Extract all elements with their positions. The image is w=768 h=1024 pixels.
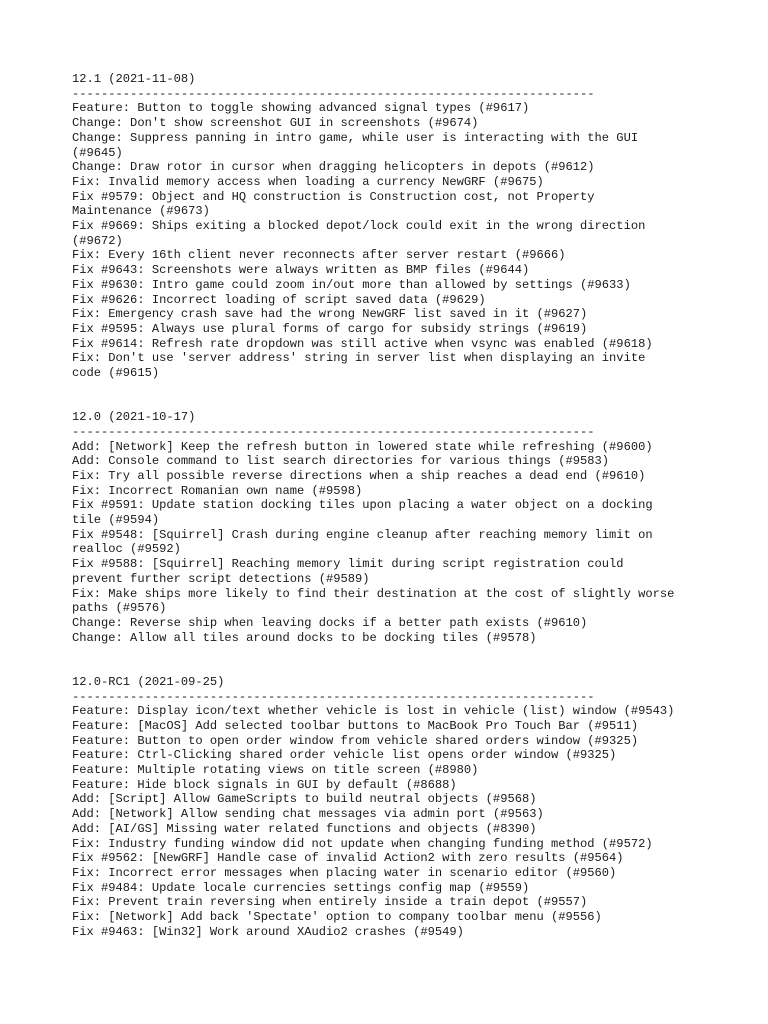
changelog-entry-line: Fix #9614: Refresh rate dropdown was still active when vsync was enabled (#9618) [72, 336, 653, 351]
changelog-entry-line: Fix #9463: [Win32] Work around XAudio2 crashes (#9549) [72, 924, 464, 939]
changelog-entry-line: Fix #9595: Always use plural forms of cargo for subsidy strings (#9619) [72, 321, 588, 336]
changelog-entry-line: Feature: Ctrl-Clicking shared order vehicle list opens order window (#9325) [72, 748, 617, 763]
heading-separator: ------------------------------------------------------------------------ [72, 424, 595, 439]
changelog-entry-line: Add: [Script] Allow GameScripts to build neutral objects (#9568) [72, 792, 537, 807]
heading-separator: ------------------------------------------------------------------------ [72, 86, 595, 101]
changelog-document [72, 72, 712, 939]
changelog-entry-line: Fix: [Network] Add back 'Spectate' option to company toolbar menu (#9556) [72, 910, 602, 925]
changelog-entry-line: Add: Console command to list search directories for various things (#9583) [72, 454, 610, 469]
changelog-entry-line: Feature: Multiple rotating views on title screen (#8980) [72, 763, 479, 778]
changelog-entry-line: Add: [AI/GS] Missing water related functions and objects (#8390) [72, 821, 537, 836]
changelog-entry-line: Fix #9548: [Squirrel] Crash during engine cleanup after reaching memory limit on [72, 527, 653, 542]
changelog-entry-line: Add: [Network] Allow sending chat messages via admin port (#9563) [72, 807, 544, 822]
changelog-section [72, 410, 712, 645]
changelog-entry-line: Fix: Emergency crash save had the wrong NewGRF list saved in it (#9627) [72, 307, 588, 322]
changelog-entry-line: realloc (#9592) [72, 542, 181, 557]
heading-separator: ------------------------------------------------------------------------ [72, 689, 595, 704]
changelog-entry-line: tile (#9594) [72, 513, 160, 528]
changelog-entry-line: Feature: Hide block signals in GUI by default (#8688) [72, 777, 457, 792]
changelog-entry-line: paths (#9576) [72, 601, 167, 616]
changelog-entry-line: Feature: Button to toggle showing advanced signal types (#9617) [72, 101, 530, 116]
changelog-entry-line: Fix: Incorrect error messages when placing water in scenario editor (#9560) [72, 865, 617, 880]
changelog-entry-line: Maintenance (#9673) [72, 204, 210, 219]
changelog-entry-line: Fix #9562: [NewGRF] Handle case of invalid Action2 with zero results (#9564) [72, 851, 624, 866]
changelog-entry-line: Change: Draw rotor in cursor when dragging helicopters in depots (#9612) [72, 160, 595, 175]
changelog-entry-line: Fix #9643: Screenshots were always written as BMP files (#9644) [72, 263, 530, 278]
changelog-entry-line: Change: Don't show screenshot GUI in screenshots (#9674) [72, 116, 479, 131]
changelog-entry-line: Fix: Prevent train reversing when entirely inside a train depot (#9557) [72, 895, 588, 910]
changelog-entry-line: Fix: Incorrect Romanian own name (#9598) [72, 483, 363, 498]
changelog-entry-line: Add: [Network] Keep the refresh button in lowered state while refreshing (#9600) [72, 439, 653, 454]
changelog-entry-line: Fix #9579: Object and HQ construction is Construction cost, not Property [72, 189, 595, 204]
changelog-entry-line: prevent further script detections (#9589) [72, 571, 370, 586]
changelog-entry-line: Feature: Button to open order window from vehicle shared orders window (#9325) [72, 733, 639, 748]
changelog-entry-line: Fix #9591: Update station docking tiles upon placing a water object on a docking [72, 498, 653, 513]
changelog-entry-line: Fix: Invalid memory access when loading a currency NewGRF (#9675) [72, 174, 544, 189]
changelog-entry-line: Feature: [MacOS] Add selected toolbar buttons to MacBook Pro Touch Bar (#9511) [72, 718, 639, 733]
changelog-entry-line: Change: Allow all tiles around docks to be docking tiles (#9578) [72, 630, 537, 645]
version-heading: 12.1 (2021-11-08) [72, 72, 196, 86]
changelog-entry-line: Fix: Try all possible reverse directions when a ship reaches a dead end (#9610) [72, 468, 646, 483]
changelog-section [72, 72, 712, 381]
changelog-entry-line: Fix: Make ships more likely to find their destination at the cost of slightly worse [72, 586, 675, 601]
changelog-entry-line: Fix: Industry funding window did not update when changing funding method (#9572) [72, 836, 653, 851]
changelog-entry-line: Feature: Display icon/text whether vehicle is lost in vehicle (list) window (#9543) [72, 704, 675, 719]
version-heading: 12.0 (2021-10-17) [72, 410, 196, 425]
changelog-entry-line: code (#9615) [72, 366, 160, 381]
changelog-entry-line: Fix #9630: Intro game could zoom in/out more than allowed by settings (#9633) [72, 277, 631, 292]
changelog-section [72, 675, 712, 940]
changelog-entry-line: Fix #9588: [Squirrel] Reaching memory limit during script registration could [72, 557, 624, 572]
changelog-entry-line: Change: Reverse ship when leaving docks if a better path exists (#9610) [72, 616, 588, 630]
changelog-entry-line: (#9672) [72, 233, 123, 248]
changelog-entry-line: Fix #9484: Update locale currencies settings config map (#9559) [72, 880, 530, 895]
changelog-entry-line: Change: Suppress panning in intro game, while user is interacting with the GUI [72, 130, 639, 145]
changelog-entry-line: Fix: Don't use 'server address' string in server list when displaying an invite [72, 351, 646, 366]
version-heading: 12.0-RC1 (2021-09-25) [72, 674, 225, 689]
changelog-entry-line: Fix: Every 16th client never reconnects after server restart (#9666) [72, 248, 566, 263]
changelog-entry-line: Fix #9626: Incorrect loading of script saved data (#9629) [72, 292, 486, 307]
changelog-entry-line: (#9645) [72, 145, 123, 160]
changelog-entry-line: Fix #9669: Ships exiting a blocked depot/lock could exit in the wrong direction [72, 219, 646, 234]
